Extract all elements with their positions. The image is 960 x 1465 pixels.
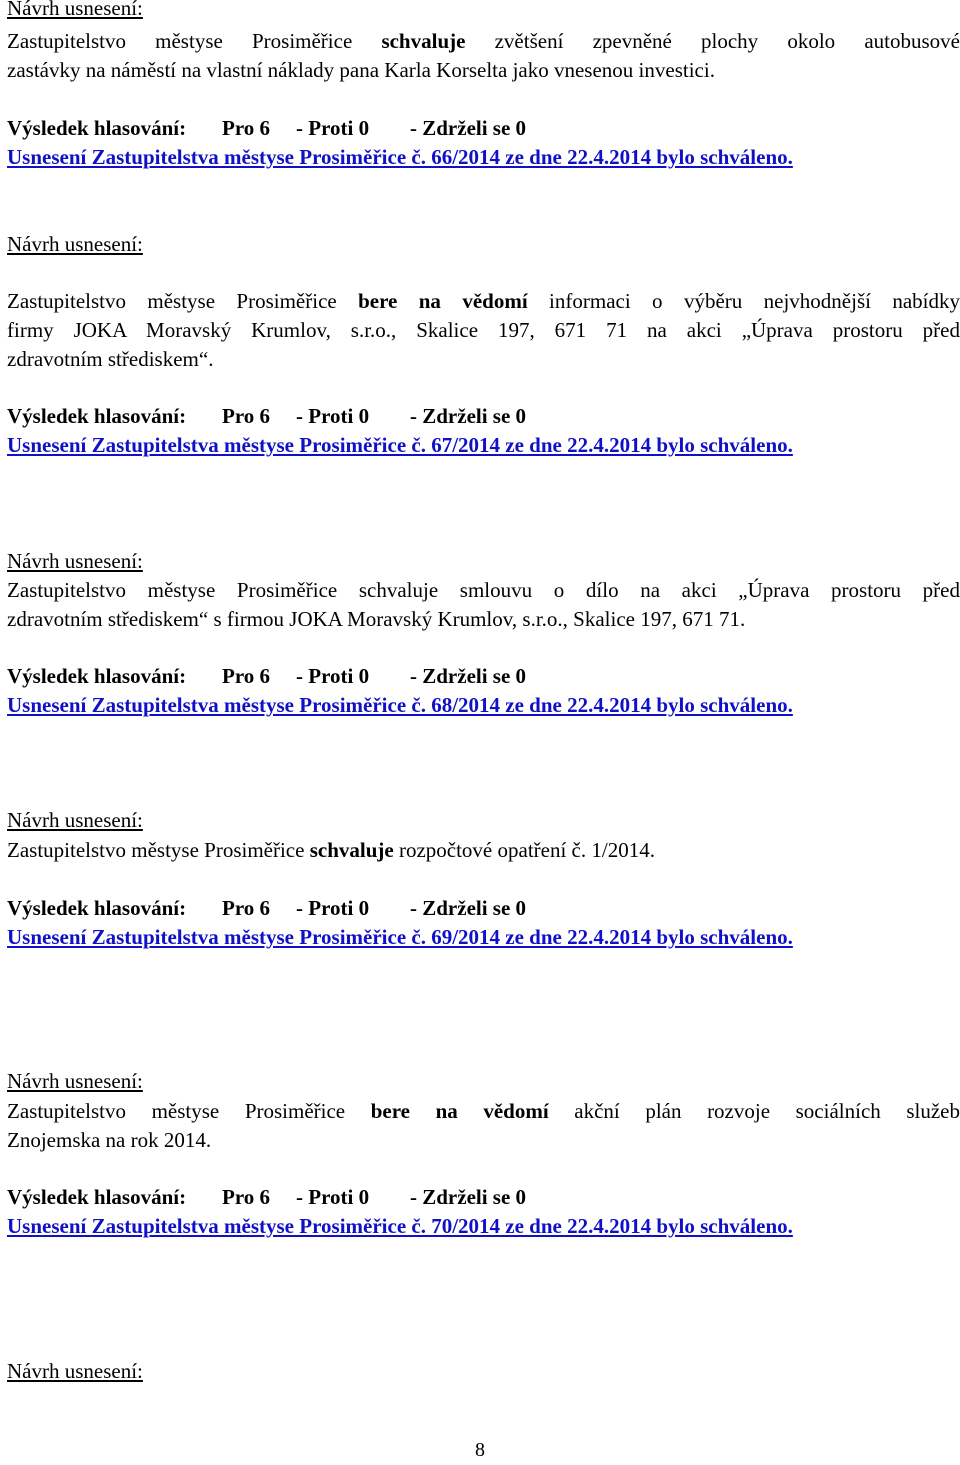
- section-heading: Návrh usnesení:: [7, 808, 143, 832]
- section-text-line: firmy JOKA Moravský Krumlov, s.r.o., Skalice 197, 671 71 na akci „Úprava prostoru před: [7, 318, 960, 342]
- vote-result-line: Výsledek hlasování: Pro 6 - Proti 0 - Zdrželi se 0: [7, 664, 527, 688]
- section-text-line: Zastupitelstvo městyse Prosiměřice bere na vědomí informaci o výběru nejvhodnější nabídky: [7, 289, 960, 313]
- section-text-line: Zastupitelstvo městyse Prosiměřice schvaluje smlouvu o dílo na akci „Úprava prostoru před: [7, 578, 960, 602]
- section-heading: Návrh usnesení:: [7, 1069, 143, 1093]
- section-text-line: zdravotním středisk​em“ s firmou JOKA Moravský Krumlov, s.r.o., Skalice 197, 671 71.: [7, 607, 746, 631]
- section-heading: Návrh usnesení:: [7, 549, 143, 573]
- resolution-result: Usnesení Zastupitelstva městyse Prosiměřice č. 67/2014 ze dne 22.4.2014 bylo schváleno.: [7, 433, 793, 457]
- resolution-result: Usnesení Zastupitelstva městyse Prosiměřice č. 69/2014 ze dne 22.4.2014 bylo schváleno.: [7, 925, 793, 949]
- page-number: 8: [475, 1439, 485, 1461]
- vote-result-line: Výsledek hlasování: Pro 6 - Proti 0 - Zdrželi se 0: [7, 896, 527, 920]
- vote-result-line: Výsledek hlasování: Pro 6 - Proti 0 - Zdrželi se 0: [7, 116, 527, 140]
- vote-result-line: Výsledek hlasování: Pro 6 - Proti 0 - Zdrželi se 0: [7, 404, 527, 428]
- section-text-line: Zastupitelstvo městyse Prosiměřice schvaluje rozpočtové opatření č. 1/2014.: [7, 838, 655, 862]
- section-text-line: Zastupitelstvo městyse Prosiměřice bere na vědomí akční plán rozvoje sociálních služeb: [7, 1099, 960, 1123]
- vote-result-line: Výsledek hlasování: Pro 6 - Proti 0 - Zdrželi se 0: [7, 1185, 527, 1209]
- resolution-result: Usnesení Zastupitelstva městyse Prosiměřice č. 70/2014 ze dne 22.4.2014 bylo schváleno.: [7, 1214, 793, 1238]
- section-text-line: zastávky na náměstí na vlastní náklady pana Karla Korselta jako vnesenou investici.: [7, 58, 715, 82]
- resolution-result: Usnesení Zastupitelstva městyse Prosiměřice č. 68/2014 ze dne 22.4.2014 bylo schváleno.: [7, 693, 793, 717]
- section-heading: Návrh usnesení:: [7, 232, 143, 256]
- section-text-line: zdravotním střediskem“.: [7, 347, 214, 371]
- section-text-line: Znojemska na rok 2014.: [7, 1128, 212, 1152]
- section-text-line: Zastupitelstvo městyse Prosiměřice schvaluje zvětšení zpevněné plochy okolo autobusové: [7, 29, 960, 53]
- section-heading: Návrh usnesení:: [7, 1359, 143, 1383]
- resolution-result: Usnesení Zastupitelstva městyse Prosiměřice č. 66/2014 ze dne 22.4.2014 bylo schváleno.: [7, 145, 793, 169]
- section-heading: Návrh usnesení:: [7, 0, 143, 20]
